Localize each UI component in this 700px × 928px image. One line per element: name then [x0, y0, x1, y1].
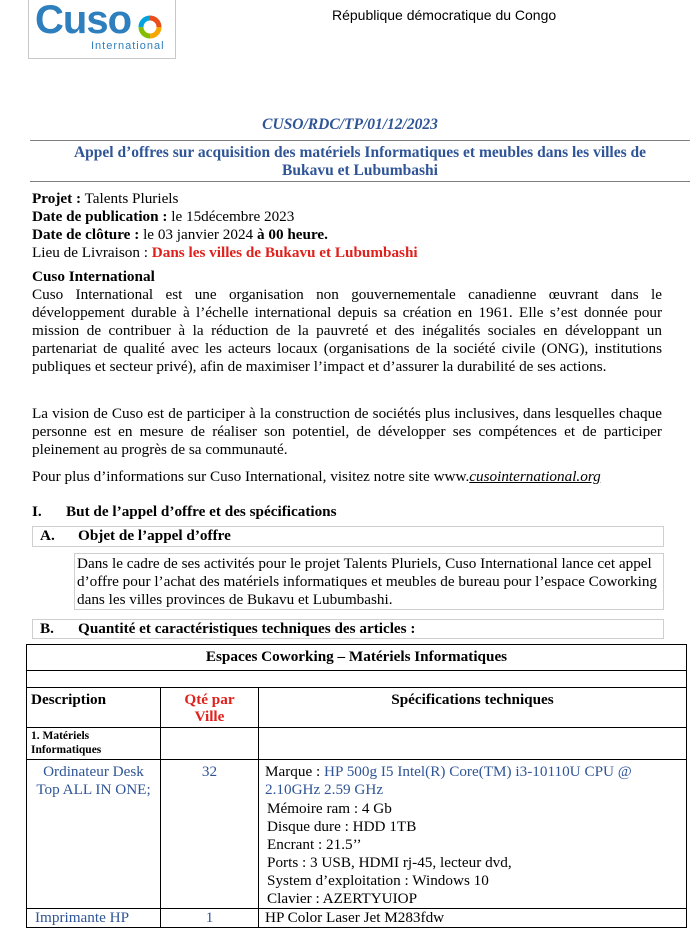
- reference-number: CUSO/RDC/TP/01/12/2023: [262, 116, 438, 133]
- spec-line: Ports : 3 USB, HDMI rj-45, lecteur dvd,: [267, 854, 512, 871]
- col-header-qty: Qté par Ville: [161, 688, 259, 728]
- spec-line: Encrant : 21.5’’: [267, 836, 362, 853]
- table-header-row: [27, 688, 687, 728]
- org-heading: Cuso International: [32, 268, 155, 285]
- subsection-b-number: B.: [40, 620, 54, 637]
- org-paragraph-1: Cuso International est une organisation non gouvernementale canadienne œuvrant dans le développement durable à l’échelle international depuis sa création en 1961. Elle s’est donnée pour mission de contribuer à la réduction de la pauvreté et des inégalités sociales en développant un partenariat de qualité avec les acteurs locaux (organisations de la société civile (ONG), institutions publiques et secteur privé), afin de maximiser l’impact et d’assurer la durabilité de ses actions.: [32, 286, 662, 375]
- org-paragraph-2: La vision de Cuso est de participer à la construction de sociétés plus inclusives, dans lesquelles chaque personne est en mesure de réaliser son potentiel, de développer ses compétences et de participer pleinement au progrès de sa communauté.: [32, 405, 662, 458]
- logo: [28, 0, 176, 59]
- org-paragraph-3: [32, 468, 662, 486]
- projet-value: Talents Pluriels: [84, 190, 179, 207]
- document-title: [30, 144, 690, 180]
- subsection-a-text: Dans le cadre de ses activités pour le projet Talents Pluriels, Cuso International lance cet appel d’offre pour l’achat des matériels informatiques et meubles de bureau pour l’espace Coworking dans les villes provinces de Bukavu et Lubumbashi.: [77, 555, 658, 608]
- section-1-number: I.: [32, 503, 42, 520]
- org-site-prefix: Pour plus d’informations sur Cuso International, visitez notre site www.: [32, 468, 470, 485]
- section-1-heading: But de l’appel d’offre et des spécifications: [66, 503, 337, 520]
- table-category-row: [27, 728, 687, 760]
- lieu-value: Dans les villes de Bukavu et Lubumbashi: [151, 244, 418, 261]
- category-label: 1. Matériels Informatiques: [27, 728, 161, 760]
- spec-line: Mémoire ram : 4 Gb: [267, 800, 392, 817]
- subsection-a-number: A.: [40, 527, 55, 544]
- row-qty: 1: [161, 909, 259, 928]
- table-row: [27, 909, 687, 928]
- row-qty: 32: [161, 760, 259, 909]
- row-specs: HP Color Laser Jet M283fdw: [259, 909, 687, 928]
- table-title-row: [27, 645, 687, 671]
- spec-line: Disque dure : HDD 1TB: [267, 818, 417, 835]
- subsection-a-heading: Objet de l’appel d’offre: [78, 527, 231, 544]
- row-specs: [259, 760, 687, 909]
- subsection-a-box: [32, 526, 664, 547]
- category-spec-empty: [259, 728, 687, 760]
- table-title: Espaces Coworking – Matériels Informatiques: [27, 645, 687, 671]
- lieu-label: Lieu de Livraison :: [32, 244, 148, 261]
- meta-cloture: [32, 226, 328, 244]
- logo-subtext: International: [91, 40, 165, 52]
- table-spacer: [27, 671, 687, 688]
- cloture-time: à 00 heure.: [256, 226, 328, 243]
- row-description: Ordinateur Desk Top ALL IN ONE;: [27, 760, 161, 909]
- spec-lines: [265, 800, 686, 908]
- org-website-link[interactable]: cusointernational.org: [469, 468, 601, 485]
- col-header-description: Description: [27, 688, 161, 728]
- subsection-b-box: [32, 619, 664, 639]
- publication-label: Date de publication :: [32, 208, 168, 225]
- table-row: [27, 760, 687, 909]
- row-description: Imprimante HP: [27, 909, 161, 928]
- table-spacer-row: [27, 671, 687, 688]
- logo-text: Cuso: [35, 0, 131, 42]
- meta-projet: [32, 190, 178, 208]
- publication-value: le 15décembre 2023: [171, 208, 295, 225]
- cloture-label: Date de clôture :: [32, 226, 140, 243]
- spec-line: Clavier : AZERTYUIOP: [267, 890, 418, 907]
- title-rule-bottom: [30, 181, 690, 182]
- col-header-specs: Spécifications techniques: [259, 688, 687, 728]
- spec-brand: [265, 763, 686, 799]
- meta-publication: [32, 208, 294, 226]
- subsection-b-heading: Quantité et caractéristiques techniques des articles :: [78, 620, 416, 637]
- title-rule-top: [30, 140, 690, 141]
- subsection-a-text-box: [74, 553, 664, 610]
- spec-brand-value: HP 500g I5 Intel(R) Core(TM) i3-10110U CPU @ 2.10GHz 2.59 GHz: [265, 763, 632, 798]
- title-line-2: Bukavu et Lubumbashi: [282, 162, 438, 179]
- category-qty-empty: [161, 728, 259, 760]
- projet-label: Projet :: [32, 190, 82, 207]
- header-country: République démocratique du Congo: [332, 7, 557, 23]
- title-line-1: Appel d’offres sur acquisition des matériels Informatiques et meubles dans les villes de: [73, 144, 647, 161]
- spec-line: System d’exploitation : Windows 10: [267, 872, 489, 889]
- items-table: [26, 644, 687, 928]
- spec-brand-label: Marque :: [265, 763, 321, 780]
- cloture-value: le 03 janvier 2024: [143, 226, 254, 243]
- meta-lieu: [32, 244, 418, 262]
